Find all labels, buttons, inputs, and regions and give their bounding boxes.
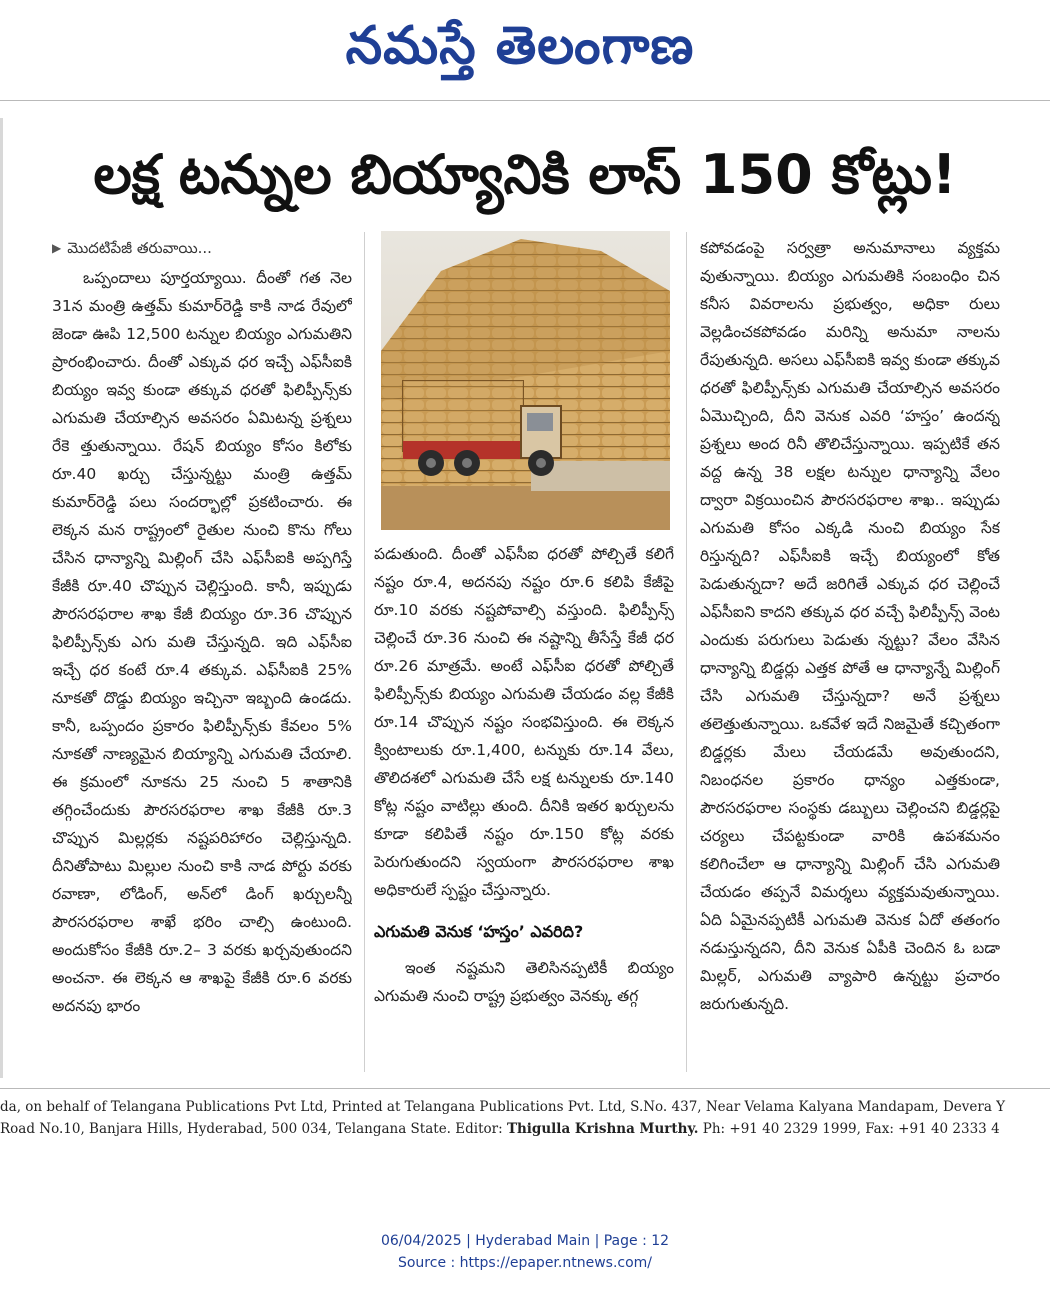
imprint-divider	[0, 1088, 1050, 1089]
page-edge-line	[0, 118, 3, 1078]
article-column-3	[700, 234, 1000, 1066]
column-divider	[686, 232, 687, 1072]
article-paragraph: ఇంత నష్టమని తెలిసినప్పటికీ బియ్యం ఎగుమతి నుంచి రాష్ట్ర ప్రభుత్వం వెనక్కు తగ్గ	[374, 959, 674, 1005]
epaper-footer	[0, 1230, 1050, 1274]
article-column-2	[374, 540, 674, 1070]
article-paragraph: పడుతుంది. దీంతో ఎఫ్‌సీఐ ధరతో పోల్చితే కలిగే నష్టం రూ.4, అదనపు నష్టం రూ.6 కలిపి కేజీపై రూ.10 వరకు నష్టపోవాల్సి వస్తుంది. ఫిలిప్పీన్స్ చెల్లించే రూ.36 నుంచి ఈ నష్టాన్ని తీసేస్తే కేజీ ధర రూ.26 మాత్రమే. అంటే ఎఫ్‌సీఐ ధరతో పోల్చితే ఫిలిప్పీన్స్‌కు బియ్యం ఎగుమతి చేయడం వల్ల కేజీకి రూ.14 చొప్పున నష్టం సంభవిస్తుంది. ఈ లెక్కన క్వింటాలుకు రూ.1,400, టన్నుకు రూ.14 వేలు, తొలిదశలో ఎగుమతి చేసే లక్ష టన్నులకు రూ.140 కోట్ల నష్టం వాటిల్లు తుంది. దీనికి ఇతర ఖర్చులను కూడా కలిపితే నష్టం రూ.150 కోట్ల వరకు పెరుగుతుందని స్వయంగా పౌరసరఫరాల శాఖ అధికారులే స్పష్టం చేస్తున్నారు.	[374, 545, 674, 899]
continuation-marker	[52, 234, 352, 262]
edition-info: 06/04/2025 | Hyderabad Main | Page : 12	[380, 1233, 670, 1249]
imprint-contact: Ph: +91 40 2329 1999, Fax: +91 40 2333 4	[698, 1121, 1000, 1137]
article-column-1	[52, 234, 352, 1066]
imprint-address: Road No.10, Banjara Hills, Hyderabad, 500 034, Telangana State. Editor:	[0, 1121, 507, 1137]
imprint-line-2	[0, 1118, 1050, 1140]
article-paragraph: కపోవడంపై సర్వత్రా అనుమానాలు వ్యక్తమ వుతున్నాయి. బియ్యం ఎగుమతికి సంబంధిం చిన కనీస వివరాలను ప్రభుత్వం, అధికా రులు వెల్లడించకపోవడం మరిన్ని అనుమా నాలను రేపుతున్నది. అసలు ఎఫ్‌సీఐకి ఇవ్వ కుండా తక్కువ ధరతో ఫిలిప్పీన్స్‌కు ఎగుమతి చేయాల్సిన అవసరం ఏమొచ్చింది, దీని వెనుక ఎవరి ‘హస్తం’ ఉందన్న ప్రశ్నలు అంద రినీ తొలిచేస్తున్నాయి. ఇప్పటికే తన వద్ద ఉన్న 38 లక్షల టన్నుల ధాన్యాన్ని వేలం ద్వారా విక్రయించిన పౌరసరఫరాల శాఖ.. ఇప్పుడు ఎగుమతి కోసం ఎక్కడి నుంచి బియ్యం సేక రిస్తున్నది? ఎఫ్‌సీఐకి ఇచ్చే బియ్యంలో కోత పెడుతున్నదా? అదే జరిగితే ఎక్కువ ధర చెల్లించే ఎఫ్‌సీఐని కాదని తక్కువ ధర వచ్చే ఫిలిప్పీన్స్ వెంట ఎందుకు పరుగులు పెడుతు న్నట్టు? వేలం వేసిన ధాన్యాన్ని బిడ్డర్లు ఎత్తక పోతే ఆ ధాన్యాన్నే మిల్లింగ్ చేసి ఎగుమతి చేస్తున్నదా? అనే ప్రశ్నలు తలెత్తుతున్నాయి. ఒకవేళ ఇదే నిజమైతే కచ్చితంగా బిడ్డర్లకు మేలు చేయడమే అవుతుందని, నిబంధనల ప్రకారం ధాన్యం ఎత్తకుండా, పౌరసరఫరాల సంస్థకు డబ్బులు చెల్లించని బిడ్డర్లపై చర్యలు చేపట్టకుండా వారికి ఉపశమనం కలిగించేలా ఆ ధాన్యాన్ని మిల్లింగ్ చేసి ఎగుమతి చేయడం తప్పనే విమర్శలు వ్యక్తమవుతున్నాయి. ఏది ఏమైనప్పటికీ ఎగుమతి వెనుక ఏదో తతంగం నడుస్తున్నదని, దీని వెనుక ఏపీకి చెందిన ఓ బడా మిల్లర్, ఎగుమతి వ్యాపారి ఉన్నట్టు ప్రచారం జరుగుతున్నది.	[700, 239, 1000, 1013]
imprint-line-1: da, on behalf of Telangana Publications Pvt Ltd, Printed at Telangana Publications Pvt. Ltd, S.No. 437, Near Velama Kalyana Mandapam, Devera Y	[0, 1099, 1006, 1115]
source-link[interactable]: Source : https://epaper.ntnews.com/	[397, 1255, 653, 1271]
article-paragraph: ఒప్పందాలు పూర్తయ్యాయి. దీంతో గత నెల 31న మంత్రి ఉత్తమ్ కుమార్‌రెడ్డి కాకి నాడ రేవులో జెండా ఊపి 12,500 టన్నుల బియ్యం ఎగుమతిని ప్రారంభించారు. దీంతో ఎక్కువ ధర ఇచ్చే ఎఫ్‌సీఐకి బియ్యం ఇవ్వ కుండా తక్కువ ధరతో ఫిలిప్పీన్స్‌కు ఎగుమతి చేయాల్సిన అవసరం ఏమిటన్న ప్రశ్నలు రేకె త్తుతున్నాయి. రేషన్ బియ్యం కోసం కిలోకు రూ.40 ఖర్చు చేస్తున్నట్టు మంత్రి ఉత్తమ్ కుమార్‌రెడ్డి పలు సందర్భాల్లో ప్రకటించారు. ఈ లెక్కన మన రాష్ట్రంలో రైతుల నుంచి కొను గోలు చేసిన ధాన్యాన్ని మిల్లింగ్ చేసి ఎఫ్‌సీఐకి అప్పగిస్తే కేజీకి రూ.40 చొప్పున చెల్లిస్తుంది. కానీ, ఇప్పుడు పౌరసరఫరాల శాఖ కేజీ బియ్యం రూ.36 చొప్పున ఫిలిప్పీన్స్‌కు ఎగు మతి చేస్తున్నది. ఇది ఎఫ్‌సీఐ ఇచ్చే ధర కంటే రూ.4 తక్కువ. ఎఫ్‌సీఐకి 25% నూకతో దొడ్డు బియ్యం ఇచ్చినా ఇబ్బంది ఉండదు. కానీ, ఒప్పందం ప్రకారం ఫిలిప్పీన్స్‌కు కేవలం 5% నూకతో నాణ్యమైన బియ్యాన్ని ఎగుమతి చేయాలి. ఈ క్రమంలో నూకను 25 నుంచి 5 శాతానికి తగ్గించేందుకు పౌరసరఫరాల శాఖ కేజీకి రూ.3 చొప్పున మిల్లర్లకు నష్టపరిహారం చెల్లిస్తున్నది. దీనితోపాటు మిల్లుల నుంచి కాకి నాడ పోర్టు వరకు రవాణా, లోడింగ్, అన్‌లో డింగ్ ఖర్చులన్నీ పౌరసరఫరాల శాఖే భరిం చాల్సి ఉంటుంది. అందుకోసం కేజీకి రూ.2– 3 వరకు ఖర్చవుతుందని అంచనా. ఈ లెక్కన ఆ శాఖపై కేజీకి రూ.6 వరకు అదనపు భారం	[52, 269, 352, 1015]
masthead	[0, 0, 1050, 92]
continuation-label: మొదటిపేజీ తరువాయి...	[67, 239, 212, 257]
column-divider	[364, 232, 365, 1072]
masthead-divider	[0, 100, 1050, 101]
editor-name: Thigulla Krishna Murthy.	[506, 1121, 699, 1137]
print-imprint	[0, 1096, 1050, 1142]
section-subheading: ఎగుమతి వెనుక ‘హస్తం’ ఎవరిది?	[374, 922, 584, 941]
arrow-right-icon: ▶	[52, 241, 62, 255]
headline: లక్ష టన్నుల బియ్యానికి లాస్ 150 కోట్లు!	[93, 143, 957, 206]
rice-sacks-truck-photo	[381, 231, 670, 530]
newspaper-logo: నమస్తే తెలంగాణ	[345, 16, 695, 76]
